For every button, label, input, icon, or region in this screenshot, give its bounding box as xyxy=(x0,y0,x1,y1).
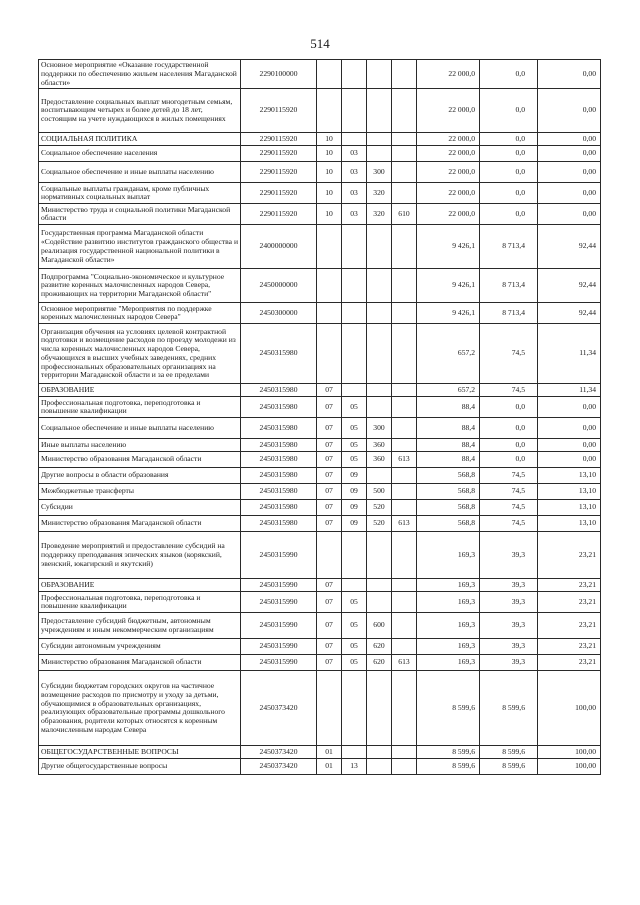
expense-type-cell xyxy=(367,324,392,384)
table-row xyxy=(39,579,601,592)
plan-amount-cell: 657,2 xyxy=(417,324,480,384)
expense-type-cell xyxy=(367,468,392,484)
target-article-cell: 2290115920 xyxy=(241,133,317,146)
row-name: ОБРАЗОВАНИЕ xyxy=(39,579,241,592)
row-name: Субсидии xyxy=(39,500,241,516)
administrator-cell: 613 xyxy=(392,516,417,532)
administrator-cell xyxy=(392,484,417,500)
plan-amount-cell: 22 000,0 xyxy=(417,162,480,183)
table-row xyxy=(39,532,601,579)
subsection-cell xyxy=(342,225,367,269)
administrator-cell xyxy=(392,324,417,384)
row-name: ОБРАЗОВАНИЕ xyxy=(39,384,241,397)
target-article-cell: 2450315990 xyxy=(241,592,317,613)
expense-type-cell: 520 xyxy=(367,516,392,532)
plan-amount-cell: 568,8 xyxy=(417,516,480,532)
target-article-cell: 2450315990 xyxy=(241,532,317,579)
plan-amount-cell: 169,3 xyxy=(417,613,480,639)
actual-amount-cell: 0,0 xyxy=(480,89,538,133)
administrator-cell xyxy=(392,60,417,89)
target-article-cell: 2450315990 xyxy=(241,579,317,592)
section-cell: 07 xyxy=(317,639,342,655)
expense-type-cell xyxy=(367,133,392,146)
row-name: Профессиональная подготовка, переподготовка и повышение квалификации xyxy=(39,592,241,613)
plan-amount-cell: 22 000,0 xyxy=(417,146,480,162)
actual-amount-cell: 0,0 xyxy=(480,397,538,418)
row-name: Межбюджетные трансферты xyxy=(39,484,241,500)
actual-amount-cell: 0,0 xyxy=(480,204,538,225)
plan-amount-cell: 169,3 xyxy=(417,655,480,671)
plan-amount-cell: 9 426,1 xyxy=(417,269,480,303)
subsection-cell: 13 xyxy=(342,759,367,775)
section-cell: 07 xyxy=(317,468,342,484)
target-article-cell: 2450315990 xyxy=(241,639,317,655)
section-cell: 07 xyxy=(317,397,342,418)
section-cell: 10 xyxy=(317,162,342,183)
administrator-cell xyxy=(392,89,417,133)
row-name: Предоставление социальных выплат многодетным семьям, воспитывающим четырех и более детей до 18 лет, состоящим на учете нуждающихся в жилых помещениях xyxy=(39,89,241,133)
percent-cell: 11,34 xyxy=(538,324,601,384)
plan-amount-cell: 8 599,6 xyxy=(417,759,480,775)
plan-amount-cell: 8 599,6 xyxy=(417,746,480,759)
plan-amount-cell: 568,8 xyxy=(417,468,480,484)
actual-amount-cell: 0,0 xyxy=(480,146,538,162)
expense-type-cell: 600 xyxy=(367,613,392,639)
target-article-cell: 2450315980 xyxy=(241,324,317,384)
table-row xyxy=(39,324,601,384)
percent-cell: 0,00 xyxy=(538,146,601,162)
table-row xyxy=(39,133,601,146)
section-cell: 07 xyxy=(317,613,342,639)
administrator-cell xyxy=(392,613,417,639)
plan-amount-cell: 568,8 xyxy=(417,484,480,500)
administrator-cell: 613 xyxy=(392,655,417,671)
administrator-cell xyxy=(392,746,417,759)
expense-type-cell xyxy=(367,146,392,162)
table-row xyxy=(39,468,601,484)
administrator-cell xyxy=(392,269,417,303)
table-row xyxy=(39,516,601,532)
section-cell: 07 xyxy=(317,452,342,468)
table-row xyxy=(39,613,601,639)
target-article-cell: 2450315980 xyxy=(241,397,317,418)
actual-amount-cell: 39,3 xyxy=(480,579,538,592)
plan-amount-cell: 657,2 xyxy=(417,384,480,397)
administrator-cell xyxy=(392,592,417,613)
percent-cell: 0,00 xyxy=(538,133,601,146)
section-cell: 07 xyxy=(317,516,342,532)
actual-amount-cell: 74,5 xyxy=(480,468,538,484)
actual-amount-cell: 0,0 xyxy=(480,439,538,452)
table-row xyxy=(39,225,601,269)
expense-type-cell: 360 xyxy=(367,439,392,452)
subsection-cell xyxy=(342,89,367,133)
row-name: ОБЩЕГОСУДАРСТВЕННЫЕ ВОПРОСЫ xyxy=(39,746,241,759)
row-name: Профессиональная подготовка, переподготовка и повышение квалификации xyxy=(39,397,241,418)
subsection-cell: 05 xyxy=(342,592,367,613)
row-name: Проведение мероприятий и предоставление субсидий на поддержку преподавания эпических языков (корякский, эвенский, юкагирский и якутский) xyxy=(39,532,241,579)
row-name: Государственная программа Магаданской области «Содействие развитию институтов гражданского общества и реализация государственной национальной политики в Магаданской области» xyxy=(39,225,241,269)
table-row xyxy=(39,146,601,162)
row-name: Министерство образования Магаданской области xyxy=(39,452,241,468)
plan-amount-cell: 88,4 xyxy=(417,418,480,439)
table-row xyxy=(39,269,601,303)
section-cell: 07 xyxy=(317,439,342,452)
target-article-cell: 2450315990 xyxy=(241,655,317,671)
percent-cell: 13,10 xyxy=(538,516,601,532)
target-article-cell: 2450373420 xyxy=(241,671,317,746)
expense-type-cell: 360 xyxy=(367,452,392,468)
actual-amount-cell: 74,5 xyxy=(480,384,538,397)
target-article-cell: 2450315980 xyxy=(241,484,317,500)
expense-type-cell: 320 xyxy=(367,204,392,225)
subsection-cell: 03 xyxy=(342,204,367,225)
administrator-cell xyxy=(392,500,417,516)
plan-amount-cell: 88,4 xyxy=(417,439,480,452)
plan-amount-cell: 88,4 xyxy=(417,397,480,418)
percent-cell: 0,00 xyxy=(538,183,601,204)
budget-table xyxy=(38,59,601,775)
section-cell: 10 xyxy=(317,183,342,204)
administrator-cell: 613 xyxy=(392,452,417,468)
expense-type-cell xyxy=(367,592,392,613)
row-name: Организация обучения на условиях целевой контрактной подготовки и возмещение расходов по проезду молодежи из числа коренных малочисленных народов Севера, обучающихся в высших учебных заведениях, средних профессиональных образовательных организациях на территории Магаданской области и за ее пределами xyxy=(39,324,241,384)
subsection-cell: 03 xyxy=(342,183,367,204)
expense-type-cell xyxy=(367,579,392,592)
percent-cell: 0,00 xyxy=(538,162,601,183)
subsection-cell: 05 xyxy=(342,439,367,452)
expense-type-cell xyxy=(367,397,392,418)
row-name: Министерство образования Магаданской области xyxy=(39,516,241,532)
expense-type-cell xyxy=(367,303,392,324)
plan-amount-cell: 22 000,0 xyxy=(417,183,480,204)
plan-amount-cell: 22 000,0 xyxy=(417,89,480,133)
table-row xyxy=(39,418,601,439)
section-cell: 07 xyxy=(317,384,342,397)
target-article-cell: 2290115920 xyxy=(241,162,317,183)
target-article-cell: 2450315980 xyxy=(241,468,317,484)
row-name: Социальные выплаты гражданам, кроме публичных нормативных социальных выплат xyxy=(39,183,241,204)
percent-cell: 13,10 xyxy=(538,484,601,500)
target-article-cell: 2450373420 xyxy=(241,746,317,759)
administrator-cell xyxy=(392,532,417,579)
subsection-cell: 05 xyxy=(342,639,367,655)
percent-cell: 13,10 xyxy=(538,500,601,516)
target-article-cell: 2290115920 xyxy=(241,183,317,204)
actual-amount-cell: 74,5 xyxy=(480,484,538,500)
row-name: Подпрограмма "Социально-экономическое и культурное развитие коренных малочисленных народов Севера, проживающих на территории Магаданской области" xyxy=(39,269,241,303)
row-name: Другие общегосударственные вопросы xyxy=(39,759,241,775)
section-cell: 07 xyxy=(317,484,342,500)
expense-type-cell: 300 xyxy=(367,418,392,439)
subsection-cell xyxy=(342,579,367,592)
section-cell xyxy=(317,225,342,269)
percent-cell: 0,00 xyxy=(538,397,601,418)
table-row xyxy=(39,655,601,671)
administrator-cell xyxy=(392,418,417,439)
table-row xyxy=(39,439,601,452)
row-name: Министерство труда и социальной политики Магаданской области xyxy=(39,204,241,225)
subsection-cell xyxy=(342,133,367,146)
actual-amount-cell: 39,3 xyxy=(480,592,538,613)
actual-amount-cell: 8 713,4 xyxy=(480,225,538,269)
actual-amount-cell: 0,0 xyxy=(480,133,538,146)
percent-cell: 23,21 xyxy=(538,639,601,655)
subsection-cell xyxy=(342,324,367,384)
expense-type-cell: 520 xyxy=(367,500,392,516)
expense-type-cell: 300 xyxy=(367,162,392,183)
target-article-cell: 2290115920 xyxy=(241,204,317,225)
row-name: Социальное обеспечение и иные выплаты населению xyxy=(39,162,241,183)
target-article-cell: 2450373420 xyxy=(241,759,317,775)
table-row xyxy=(39,183,601,204)
actual-amount-cell: 0,0 xyxy=(480,183,538,204)
row-name: Основное мероприятие «Оказание государственной поддержки по обеспечению жильем населения Магаданской области» xyxy=(39,60,241,89)
expense-type-cell xyxy=(367,671,392,746)
percent-cell: 92,44 xyxy=(538,303,601,324)
section-cell xyxy=(317,89,342,133)
expense-type-cell: 320 xyxy=(367,183,392,204)
table-row xyxy=(39,500,601,516)
section-cell: 10 xyxy=(317,204,342,225)
table-row xyxy=(39,384,601,397)
table-row xyxy=(39,484,601,500)
table-row xyxy=(39,452,601,468)
percent-cell: 0,00 xyxy=(538,418,601,439)
target-article-cell: 2290115920 xyxy=(241,146,317,162)
percent-cell: 23,21 xyxy=(538,613,601,639)
subsection-cell xyxy=(342,746,367,759)
subsection-cell xyxy=(342,532,367,579)
administrator-cell xyxy=(392,133,417,146)
expense-type-cell xyxy=(367,532,392,579)
plan-amount-cell: 169,3 xyxy=(417,639,480,655)
subsection-cell: 05 xyxy=(342,613,367,639)
administrator-cell xyxy=(392,146,417,162)
section-cell: 07 xyxy=(317,500,342,516)
percent-cell: 100,00 xyxy=(538,671,601,746)
row-name: Предоставление субсидий бюджетным, автономным учреждениям и иным некоммерческим организациям xyxy=(39,613,241,639)
subsection-cell: 09 xyxy=(342,468,367,484)
actual-amount-cell: 8 713,4 xyxy=(480,269,538,303)
row-name: Социальное обеспечение населения xyxy=(39,146,241,162)
percent-cell: 23,21 xyxy=(538,592,601,613)
page-number: 514 xyxy=(310,36,330,51)
administrator-cell xyxy=(392,671,417,746)
section-cell: 07 xyxy=(317,418,342,439)
expense-type-cell: 620 xyxy=(367,639,392,655)
percent-cell: 0,00 xyxy=(538,60,601,89)
plan-amount-cell: 169,3 xyxy=(417,592,480,613)
actual-amount-cell: 39,3 xyxy=(480,655,538,671)
row-name: Другие вопросы в области образования xyxy=(39,468,241,484)
row-name: Субсидии бюджетам городских округов на частичное возмещение расходов по присмотру и уходу за детьми, обучающимися в образовательных организациях, реализующих образовательные программы дошкольного образования, родители которых относятся к коренным малочисленным народам Севера xyxy=(39,671,241,746)
actual-amount-cell: 0,0 xyxy=(480,418,538,439)
percent-cell: 100,00 xyxy=(538,746,601,759)
target-article-cell: 2400000000 xyxy=(241,225,317,269)
administrator-cell xyxy=(392,303,417,324)
percent-cell: 13,10 xyxy=(538,468,601,484)
plan-amount-cell: 568,8 xyxy=(417,500,480,516)
administrator-cell xyxy=(392,225,417,269)
subsection-cell xyxy=(342,303,367,324)
actual-amount-cell: 74,5 xyxy=(480,500,538,516)
target-article-cell: 2450315980 xyxy=(241,384,317,397)
target-article-cell: 2290100000 xyxy=(241,60,317,89)
percent-cell: 92,44 xyxy=(538,269,601,303)
target-article-cell: 2450315990 xyxy=(241,613,317,639)
subsection-cell: 05 xyxy=(342,397,367,418)
table-row xyxy=(39,303,601,324)
percent-cell: 23,21 xyxy=(538,579,601,592)
row-name: Субсидии автономным учреждениям xyxy=(39,639,241,655)
plan-amount-cell: 169,3 xyxy=(417,579,480,592)
subsection-cell xyxy=(342,60,367,89)
plan-amount-cell: 9 426,1 xyxy=(417,303,480,324)
expense-type-cell: 500 xyxy=(367,484,392,500)
section-cell: 07 xyxy=(317,579,342,592)
section-cell xyxy=(317,671,342,746)
plan-amount-cell: 22 000,0 xyxy=(417,133,480,146)
subsection-cell xyxy=(342,384,367,397)
target-article-cell: 2290115920 xyxy=(241,89,317,133)
expense-type-cell: 620 xyxy=(367,655,392,671)
percent-cell: 11,34 xyxy=(538,384,601,397)
percent-cell: 0,00 xyxy=(538,452,601,468)
administrator-cell xyxy=(392,183,417,204)
administrator-cell xyxy=(392,397,417,418)
section-cell: 07 xyxy=(317,655,342,671)
section-cell: 01 xyxy=(317,759,342,775)
table-row xyxy=(39,592,601,613)
subsection-cell: 09 xyxy=(342,484,367,500)
section-cell xyxy=(317,60,342,89)
table-row xyxy=(39,759,601,775)
target-article-cell: 2450315980 xyxy=(241,500,317,516)
section-cell: 10 xyxy=(317,146,342,162)
percent-cell: 0,00 xyxy=(538,89,601,133)
administrator-cell xyxy=(392,468,417,484)
actual-amount-cell: 8 599,6 xyxy=(480,746,538,759)
actual-amount-cell: 0,0 xyxy=(480,60,538,89)
actual-amount-cell: 74,5 xyxy=(480,516,538,532)
expense-type-cell xyxy=(367,759,392,775)
percent-cell: 23,21 xyxy=(538,532,601,579)
target-article-cell: 2450000000 xyxy=(241,269,317,303)
percent-cell: 92,44 xyxy=(538,225,601,269)
plan-amount-cell: 9 426,1 xyxy=(417,225,480,269)
subsection-cell: 05 xyxy=(342,418,367,439)
table-row xyxy=(39,60,601,89)
expense-type-cell xyxy=(367,746,392,759)
administrator-cell xyxy=(392,384,417,397)
target-article-cell: 2450315980 xyxy=(241,516,317,532)
actual-amount-cell: 39,3 xyxy=(480,613,538,639)
row-name: Министерство образования Магаданской области xyxy=(39,655,241,671)
table-row xyxy=(39,162,601,183)
subsection-cell: 03 xyxy=(342,146,367,162)
section-cell: 07 xyxy=(317,592,342,613)
expense-type-cell xyxy=(367,225,392,269)
subsection-cell: 05 xyxy=(342,452,367,468)
percent-cell: 100,00 xyxy=(538,759,601,775)
subsection-cell: 05 xyxy=(342,655,367,671)
section-cell: 01 xyxy=(317,746,342,759)
administrator-cell xyxy=(392,579,417,592)
row-name: Иные выплаты населению xyxy=(39,439,241,452)
table-row xyxy=(39,89,601,133)
subsection-cell: 03 xyxy=(342,162,367,183)
row-name: Основное мероприятие "Мероприятия по поддержке коренных малочисленных народов Севера" xyxy=(39,303,241,324)
section-cell xyxy=(317,532,342,579)
actual-amount-cell: 74,5 xyxy=(480,324,538,384)
plan-amount-cell: 22 000,0 xyxy=(417,204,480,225)
actual-amount-cell: 8 599,6 xyxy=(480,759,538,775)
section-cell xyxy=(317,303,342,324)
actual-amount-cell: 8 713,4 xyxy=(480,303,538,324)
table-row xyxy=(39,397,601,418)
target-article-cell: 2450300000 xyxy=(241,303,317,324)
subsection-cell: 09 xyxy=(342,500,367,516)
actual-amount-cell: 0,0 xyxy=(480,162,538,183)
administrator-cell xyxy=(392,162,417,183)
plan-amount-cell: 169,3 xyxy=(417,532,480,579)
expense-type-cell xyxy=(367,384,392,397)
subsection-cell xyxy=(342,269,367,303)
row-name: Социальное обеспечение и иные выплаты населению xyxy=(39,418,241,439)
actual-amount-cell: 8 599,6 xyxy=(480,671,538,746)
expense-type-cell xyxy=(367,60,392,89)
target-article-cell: 2450315980 xyxy=(241,439,317,452)
subsection-cell xyxy=(342,671,367,746)
administrator-cell xyxy=(392,759,417,775)
percent-cell: 0,00 xyxy=(538,204,601,225)
actual-amount-cell: 39,3 xyxy=(480,639,538,655)
plan-amount-cell: 22 000,0 xyxy=(417,60,480,89)
target-article-cell: 2450315980 xyxy=(241,418,317,439)
target-article-cell: 2450315980 xyxy=(241,452,317,468)
administrator-cell xyxy=(392,639,417,655)
expense-type-cell xyxy=(367,269,392,303)
expense-type-cell xyxy=(367,89,392,133)
table-row xyxy=(39,204,601,225)
percent-cell: 23,21 xyxy=(538,655,601,671)
plan-amount-cell: 88,4 xyxy=(417,452,480,468)
table-row xyxy=(39,746,601,759)
section-cell xyxy=(317,324,342,384)
administrator-cell xyxy=(392,439,417,452)
actual-amount-cell: 0,0 xyxy=(480,452,538,468)
table-body xyxy=(39,60,601,775)
section-cell xyxy=(317,269,342,303)
administrator-cell: 610 xyxy=(392,204,417,225)
row-name: СОЦИАЛЬНАЯ ПОЛИТИКА xyxy=(39,133,241,146)
percent-cell: 0,00 xyxy=(538,439,601,452)
table-row xyxy=(39,671,601,746)
section-cell: 10 xyxy=(317,133,342,146)
table-row xyxy=(39,639,601,655)
actual-amount-cell: 39,3 xyxy=(480,532,538,579)
subsection-cell: 09 xyxy=(342,516,367,532)
plan-amount-cell: 8 599,6 xyxy=(417,671,480,746)
